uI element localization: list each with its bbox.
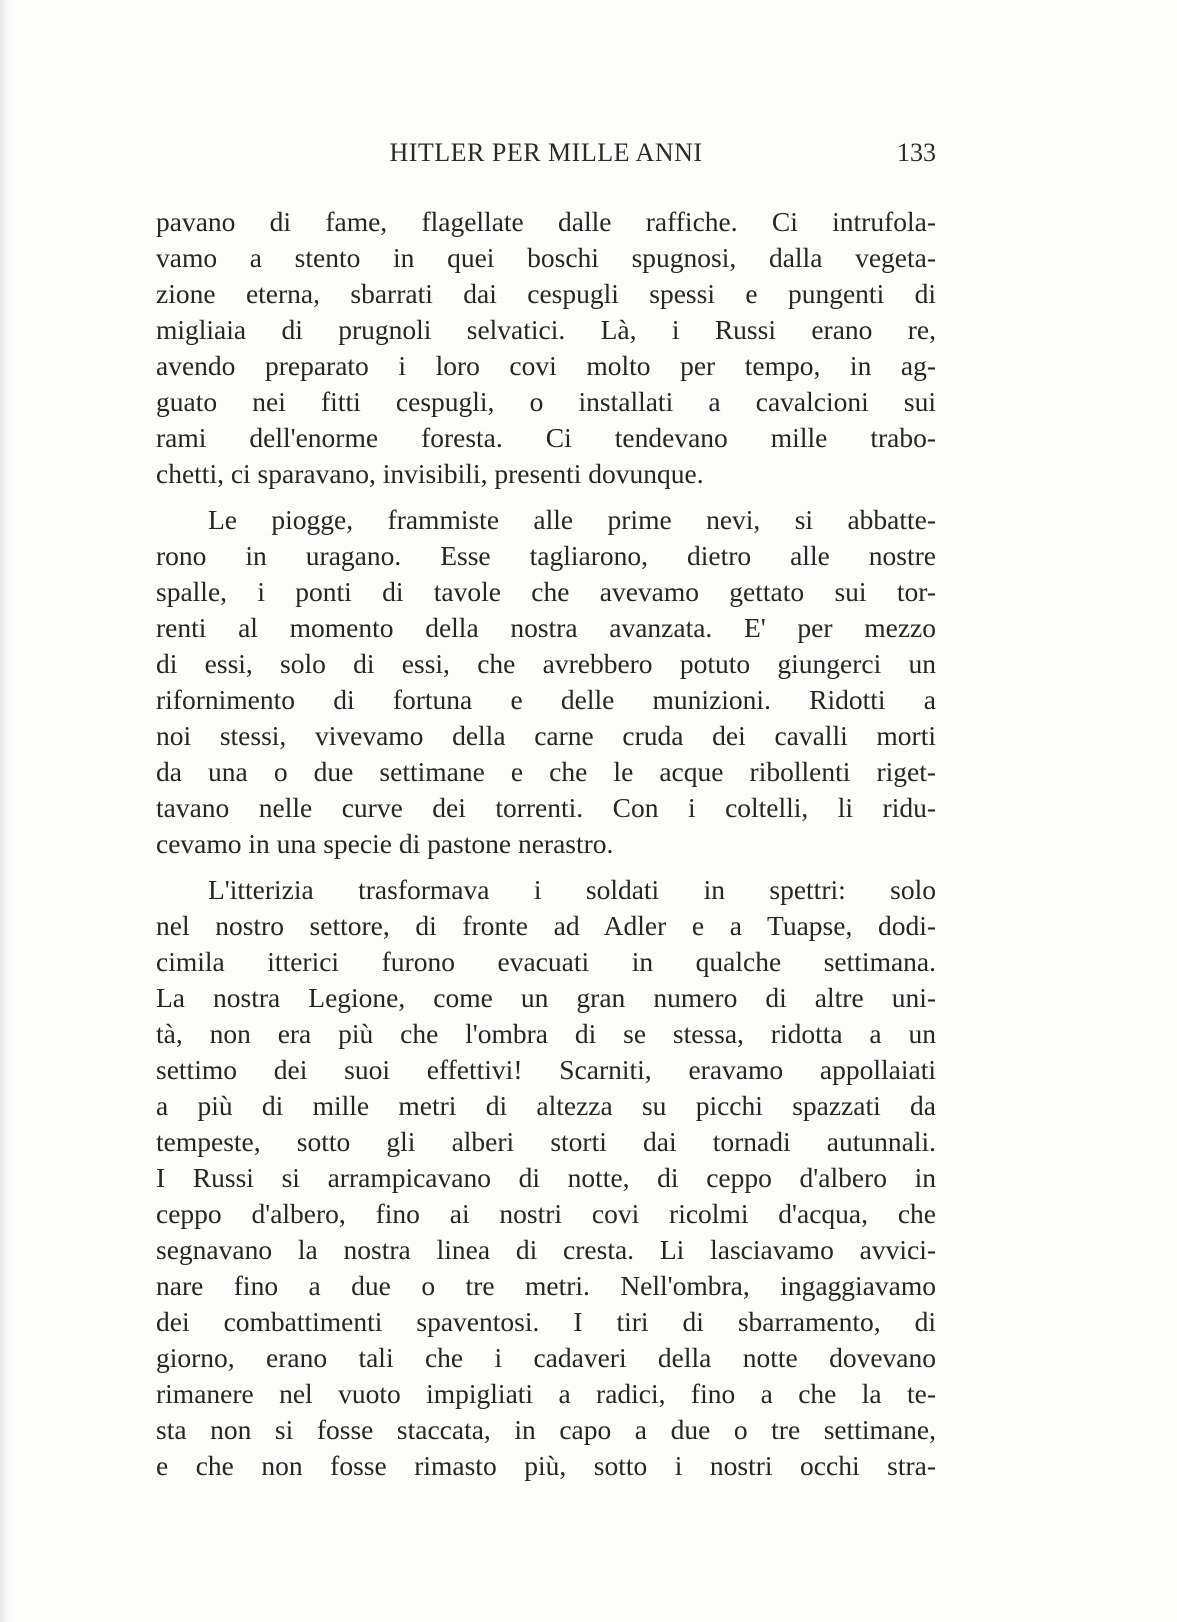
text-line: rono in uragano. Esse tagliarono, dietro alle nostre bbox=[156, 540, 936, 571]
body-text bbox=[156, 204, 936, 1484]
paragraph-2 bbox=[156, 502, 936, 862]
text-line: tà, non era più che l'ombra di se stessa, ridotta a un bbox=[156, 1018, 936, 1049]
text-line: La nostra Legione, come un gran numero di altre uni- bbox=[156, 982, 936, 1013]
text-line: renti al momento della nostra avanzata. E' per mezzo bbox=[156, 612, 936, 643]
text-line: ceppo d'albero, fino ai nostri covi ricolmi d'acqua, che bbox=[156, 1198, 936, 1229]
text-line: giorno, erano tali che i cadaveri della notte dovevano bbox=[156, 1342, 936, 1373]
text-line: settimo dei suoi effettivi! Scarniti, eravamo appollaiati bbox=[156, 1054, 936, 1085]
page-edge-shadow bbox=[0, 0, 10, 1622]
text-line: I Russi si arrampicavano di notte, di ceppo d'albero in bbox=[156, 1162, 936, 1193]
running-title: HITLER PER MILLE ANNI bbox=[389, 138, 703, 167]
text-line: vamo a stento in quei boschi spugnosi, dalla vegeta- bbox=[156, 242, 936, 273]
text-line: chetti, ci sparavano, invisibili, presenti dovunque. bbox=[156, 458, 704, 489]
text-line: rami dell'enorme foresta. Ci tendevano mille trabo- bbox=[156, 422, 936, 453]
text-line: da una o due settimane e che le acque ribollenti riget- bbox=[156, 756, 936, 787]
text-line: di essi, solo di essi, che avrebbero potuto giungerci un bbox=[156, 648, 936, 679]
text-line: avendo preparato i loro covi molto per tempo, in ag- bbox=[156, 350, 936, 381]
text-line: nare fino a due o tre metri. Nell'ombra, ingaggiavamo bbox=[156, 1270, 936, 1301]
text-line: tempeste, sotto gli alberi storti dai tornadi autunnali. bbox=[156, 1126, 936, 1157]
text-line: segnavano la nostra linea di cresta. Li lasciavamo avvici- bbox=[156, 1234, 936, 1265]
text-line: zione eterna, sbarrati dai cespugli spessi e pungenti di bbox=[156, 278, 936, 309]
page-number: 133 bbox=[897, 138, 936, 167]
text-line: spalle, i ponti di tavole che avevamo gettato sui tor- bbox=[156, 576, 936, 607]
text-line: cimila itterici furono evacuati in qualche settimana. bbox=[156, 946, 936, 977]
text-line: pavano di fame, flagellate dalle raffiche. Ci intrufola- bbox=[156, 206, 936, 237]
running-head bbox=[156, 138, 936, 178]
text-line: guato nei fitti cespugli, o installati a cavalcioni sui bbox=[156, 386, 936, 417]
text-line: rifornimento di fortuna e delle munizioni. Ridotti a bbox=[156, 684, 936, 715]
text-line: tavano nelle curve dei torrenti. Con i coltelli, li ridu- bbox=[156, 792, 936, 823]
text-line: migliaia di prugnoli selvatici. Là, i Russi erano re, bbox=[156, 314, 936, 345]
text-line: dei combattimenti spaventosi. I tiri di sbarramento, di bbox=[156, 1306, 936, 1337]
text-line: e che non fosse rimasto più, sotto i nostri occhi stra- bbox=[156, 1450, 936, 1481]
text-line: noi stessi, vivevamo della carne cruda dei cavalli morti bbox=[156, 720, 936, 751]
text-line: nel nostro settore, di fronte ad Adler e a Tuapse, dodi- bbox=[156, 910, 936, 941]
text-line: a più di mille metri di altezza su picchi spazzati da bbox=[156, 1090, 936, 1121]
text-line: cevamo in una specie di pastone nerastro. bbox=[156, 828, 614, 859]
text-line: Le piogge, frammiste alle prime nevi, si abbatte- bbox=[208, 504, 936, 535]
text-line: rimanere nel vuoto impigliati a radici, fino a che la te- bbox=[156, 1378, 936, 1409]
paragraph-1 bbox=[156, 204, 936, 492]
paragraph-3 bbox=[156, 872, 936, 1484]
text-line: sta non si fosse staccata, in capo a due o tre settimane, bbox=[156, 1414, 936, 1445]
text-line: L'itterizia trasformava i soldati in spettri: solo bbox=[208, 874, 936, 905]
